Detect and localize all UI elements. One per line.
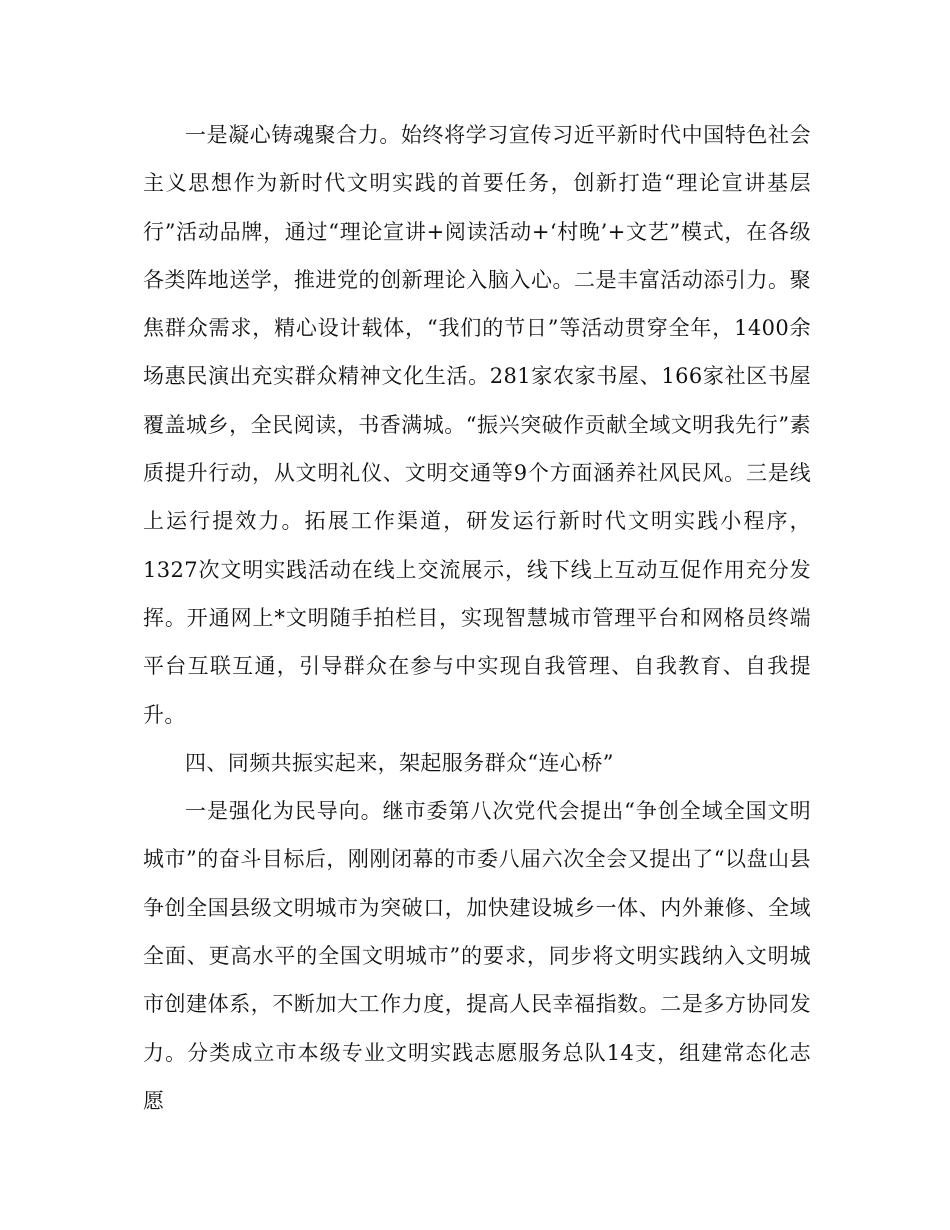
document-body	[143, 111, 811, 1125]
section-heading-four: 四、同频共振实起来，架起服务群众“连心桥”	[185, 750, 614, 775]
paragraph-cohesion-activities-online: 一是凝心铸魂聚合力。始终将学习宣传习近平新时代中国特色社会主义思想作为新时代文明实践的首要任务，创新打造“理论宣讲基层行”活动品牌，通过“理论宣讲+阅读活动+‘村晚’+文艺”模式，在各级各类阵地送学，推进党的创新理论入脑入心。二是丰富活动添引力。聚焦群众需求，精心设计载体，“我们的节日”等活动贯穿全年，1400余场惠民演出充实群众精神文化生活。281家农家书屋、166家社区书屋覆盖城乡，全民阅读，书香满城。“振兴突破作贡献全域文明我先行”素质提升行动，从文明礼仪、文明交通等9个方面涵养社风民风。三是线上运行提效力。拓展工作渠道，研发运行新时代文明实践小程序，1327次文明实践活动在线上交流展示，线下线上互动互促作用充分发挥。开通网上*文明随手拍栏目，实现智慧城市管理平台和网格员终端平台互联互通，引导群众在参与中实现自我管理、自我教育、自我提升。	[143, 123, 811, 727]
paragraph-serve-the-people: 一是强化为民导向。继市委第八次党代会提出“争创全域全国文明城市”的奋斗目标后，刚刚闭幕的市委八届六次全会又提出了“以盘山县争创全国县级文明城市为突破口，加快建设城乡一体、内外兼修、全域全面、更高水平的全国文明城市”的要求，同步将文明实践纳入文明城市创建体系，不断加大工作力度，提高人民幸福指数。二是多方协同发力。分类成立市本级专业文明实践志愿服务总队14支，组建常态化志愿	[143, 799, 811, 1113]
